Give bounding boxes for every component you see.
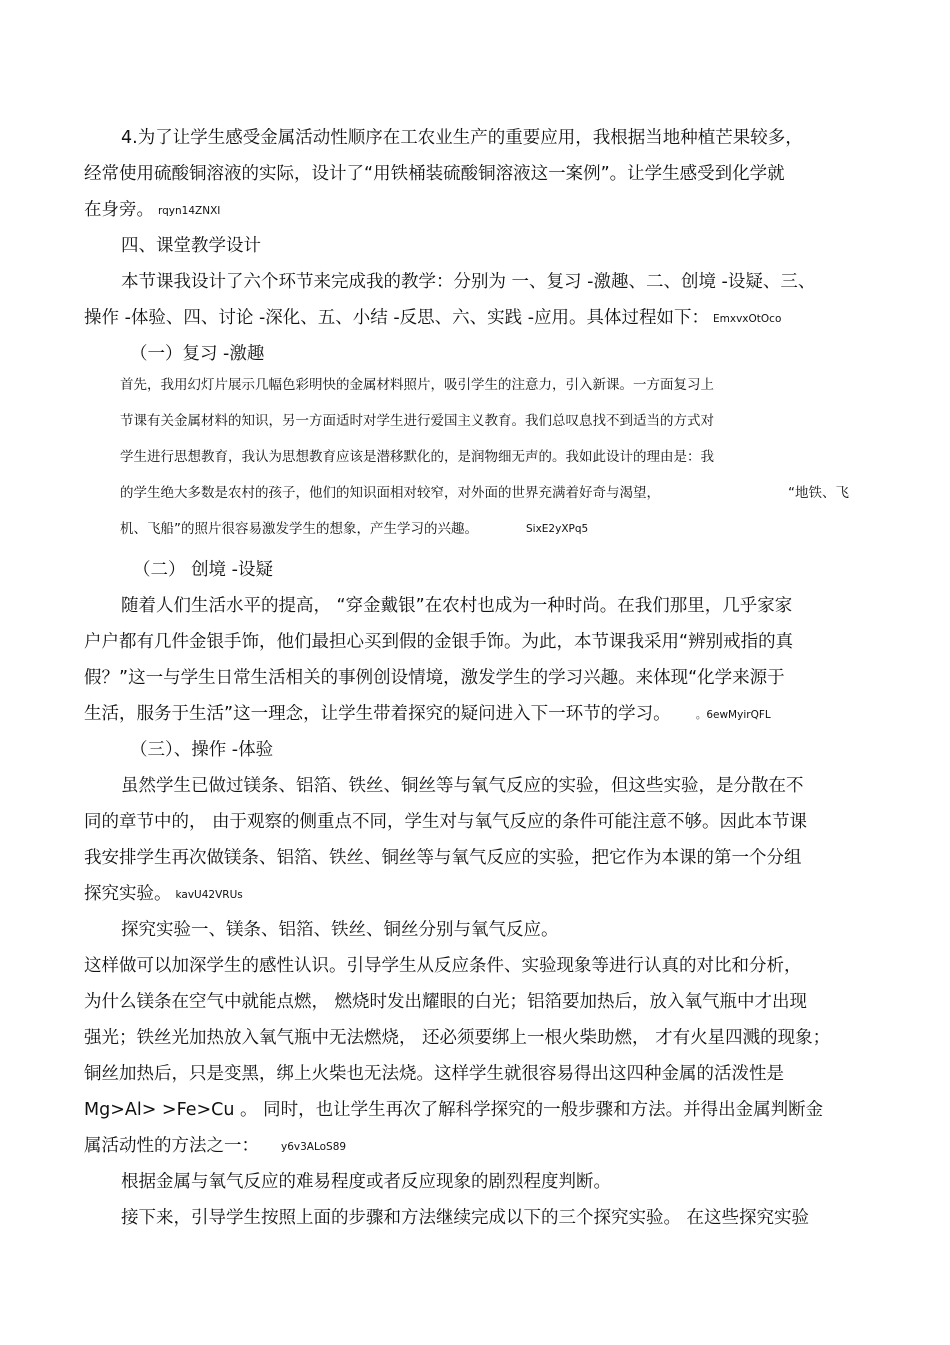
paragraph-line: 探究实验一、镁条、铝箔、铁丝、铜丝分别与氧气反应。 (121, 920, 559, 940)
paragraph-line: 属活动性的方法之一： y6v3ALoS89 (84, 1136, 347, 1156)
paragraph-line: 学生进行思想教育，我认为思想教育应该是潜移默化的，是润物细无声的。我如此设计的理由是：我 (120, 449, 714, 465)
code-mark: 。6ewMyirQFL (695, 709, 771, 721)
paragraph-line: 生活，服务于生活”这一理念，让学生带着探究的疑问进入下一环节的学习。 。6ewMyirQFL (84, 704, 771, 724)
paragraph-line: 为什么镁条在空气中就能点燃， 燃烧时发出耀眼的白光；铝箔要加热后，放入氧气瓶中才出现 (84, 992, 808, 1012)
paragraph-line: 首先，我用幻灯片展示几幅色彩明快的金属材料照片，吸引学生的注意力，引入新课。一方面复习上 (120, 377, 714, 393)
paragraph-line: Mg>Al> >Fe>Cu 。 同时，也让学生再次了解科学探究的一般步骤和方法。并得出金属判断金 (84, 1100, 824, 1120)
code-mark: EmxvxOtOco (713, 313, 782, 325)
paragraph-line: 我安排学生再次做镁条、铝箔、铁丝、铜丝等与氧气反应的实验，把它作为本课的第一个分组 (84, 848, 802, 868)
paragraph-line: 同的章节中的， 由于观察的侧重点不同，学生对与氧气反应的条件可能注意不够。因此本节课 (84, 812, 808, 832)
code-mark: y6v3ALoS89 (281, 1141, 347, 1153)
subsection-heading: （一）复习 -激趣 (130, 344, 265, 364)
paragraph-line: 户户都有几件金银手饰，他们最担心买到假的金银手饰。为此，本节课我采用“辨别戒指的真 (84, 632, 794, 652)
subsection-heading: （二） 创境 -设疑 (133, 560, 273, 580)
paragraph-line: 节课有关金属材料的知识，另一方面适时对学生进行爱国主义教育。我们总叹息找不到适当的方式对 (120, 413, 714, 429)
paragraph-line: 强光；铁丝光加热放入氧气瓶中无法燃烧， 还必须要绑上一根火柴助燃， 才有火星四溅的现象； (84, 1028, 831, 1048)
paragraph-line: 操作 -体验、四、讨论 -深化、五、小结 -反思、六、实践 -应用。具体过程如下： EmxvxOtOco (84, 308, 782, 328)
paragraph-line: 在身旁。 rqyn14ZNXI (84, 200, 221, 220)
paragraph-line-tail: “地铁、飞 (788, 485, 849, 501)
paragraph-line: 接下来，引导学生按照上面的步骤和方法继续完成以下的三个探究实验。 在这些探究实验 (121, 1208, 810, 1228)
paragraph-line: 铜丝加热后，只是变黑，绑上火柴也无法烧。这样学生就很容易得出这四种金属的活泼性是 (84, 1064, 784, 1084)
paragraph-line: 随着人们生活水平的提高， “穿金戴银”在农村也成为一种时尚。在我们那里，几乎家家 (121, 596, 793, 616)
code-mark: rqyn14ZNXI (158, 205, 221, 217)
paragraph-line: 本节课我设计了六个环节来完成我的教学：分别为 一、复习 -激趣、二、创境 -设疑、三、 (121, 272, 816, 292)
paragraph-line: 机、飞船”的照片很容易激发学生的想象，产生学习的兴趣。 SixE2yXPq5 (120, 521, 589, 537)
paragraph-line: 4.为了让学生感受金属活动性顺序在工农业生产的重要应用，我根据当地种植芒果较多， (121, 128, 803, 148)
paragraph-line: 的学生绝大多数是农村的孩子，他们的知识面相对较窄，对外面的世界充满着好奇与渴望， (120, 485, 660, 501)
paragraph-line: 根据金属与氧气反应的难易程度或者反应现象的剧烈程度判断。 (121, 1172, 611, 1192)
paragraph-line: 探究实验。 kavU42VRUs (84, 884, 243, 904)
code-mark: kavU42VRUs (175, 889, 243, 901)
subsection-heading: （三）、操作 -体验 (130, 740, 274, 760)
paragraph-line: 经常使用硫酸铜溶液的实际，设计了“用铁桶装硫酸铜溶液这一案例”。让学生感受到化学就 (84, 164, 785, 184)
paragraph-line: 这样做可以加深学生的感性认识。引导学生从反应条件、实验现象等进行认真的对比和分析， (84, 956, 802, 976)
paragraph-line: 假？”这一与学生日常生活相关的事例创设情境，激发学生的学习兴趣。来体现“化学来源于 (84, 668, 785, 688)
code-mark: SixE2yXPq5 (526, 523, 589, 535)
paragraph-line: 虽然学生已做过镁条、铝箔、铁丝、铜丝等与氧气反应的实验，但这些实验，是分散在不 (121, 776, 804, 796)
section-heading: 四、课堂教学设计 (121, 236, 261, 256)
